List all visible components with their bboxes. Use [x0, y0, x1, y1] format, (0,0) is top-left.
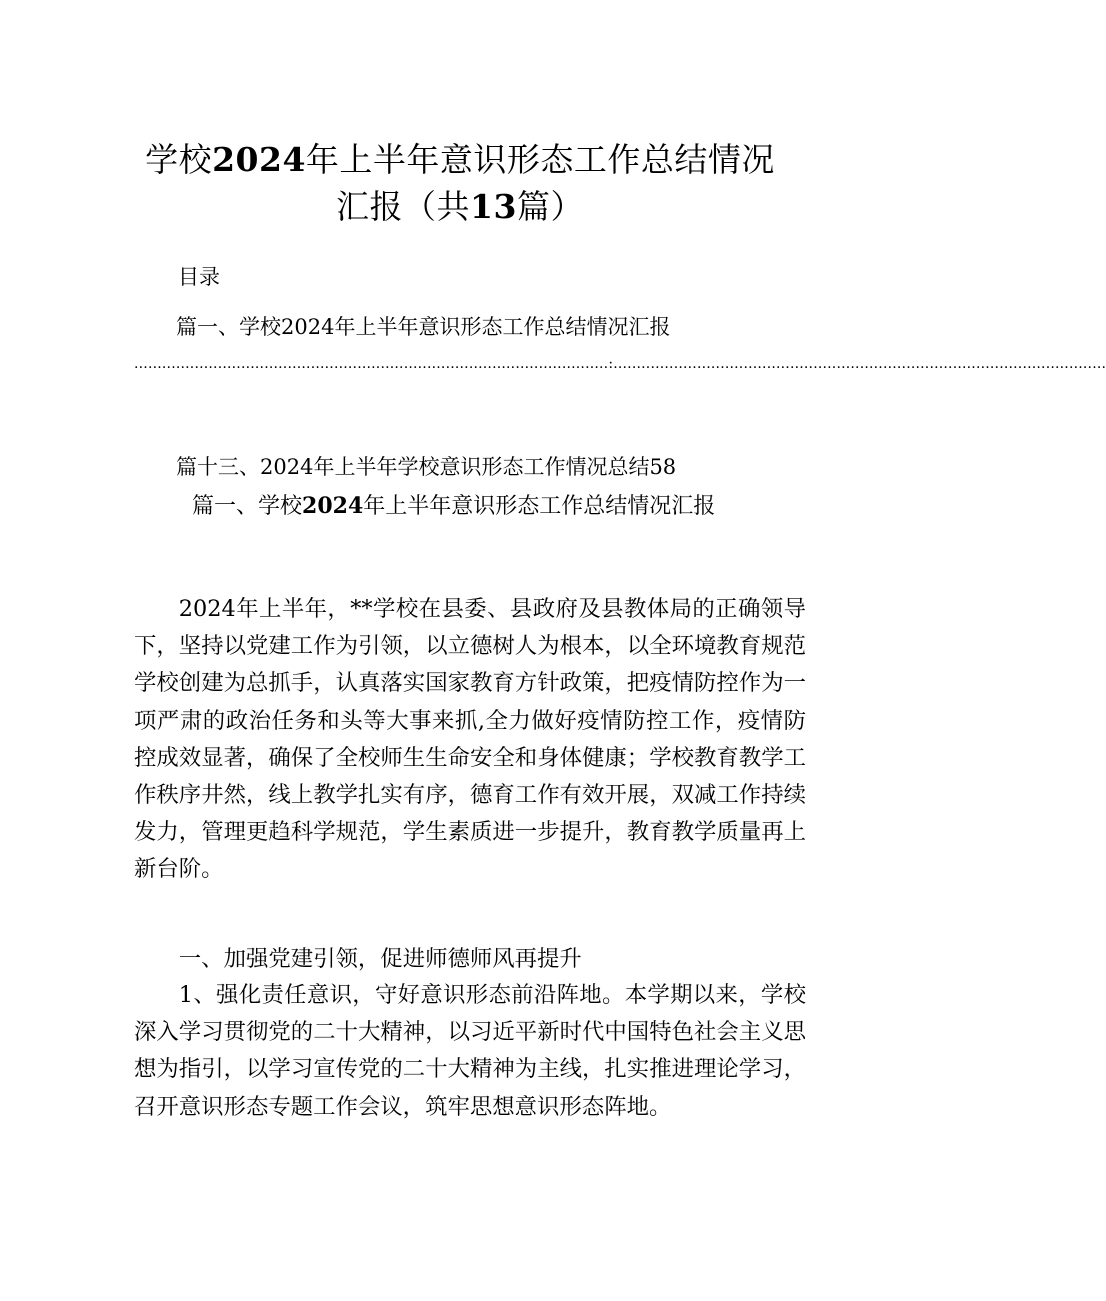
toc-heading: 目录	[178, 265, 220, 289]
title-year: 2024	[212, 140, 306, 179]
title-text-b: 年上半年意识形态工作总结情况	[305, 140, 775, 179]
document-title-line-2	[130, 183, 790, 231]
toc-entry-13[interactable]: 篇十三、2024年上半年学校意识形态工作情况总结58	[176, 455, 677, 479]
title-text-a: 学校	[145, 140, 213, 179]
body-paragraph-1-1: 1、强化责任意识，守好意识形态前沿阵地。本学期以来，学校深入学习贯彻党的二十大精神，以习近平新时代中国特色社会主义思想为指引，以学习宣传党的二十大精神为主线，扎实推进理论学习，召开意识形态专题工作会议，筑牢思想意识形态阵地。	[134, 982, 806, 1120]
toc-entry-1[interactable]: 篇一、学校2024年上半年意识形态工作总结情况汇报	[176, 315, 671, 339]
body-paragraph-intro: 2024年上半年，**学校在县委、县政府及县教体局的正确领导下，坚持以党建工作为引领，以立德树人为根本，以全环境教育规范学校创建为总抓手，认真落实国家教育方针政策，把疫情防控作为一项严肃的政治任务和头等大事来抓,全力做好疫情防控工作，疫情防控成效显著，确保了全校师生生命安全和身体健康；学校教育教学工作秩序井然，线上教学扎实有序，德育工作有效开展，双减工作持续发力，管理更趋科学规范，学生素质进一步提升，教育教学质量再上新台阶。	[134, 596, 806, 883]
section-title-text-a: 篇一、学校	[192, 494, 303, 519]
section-title	[192, 490, 715, 523]
title-text-c: 汇报（共	[336, 187, 471, 226]
title-text-d: 篇）	[516, 187, 584, 226]
document-title-line-1	[130, 136, 790, 184]
section-title-text-b: 年上半年意识形态工作总结情况汇报	[363, 494, 716, 519]
title-count: 13	[470, 187, 517, 226]
section-title-year: 2024	[302, 493, 364, 519]
body-heading-1: 一、加强党建引领，促进师德师风再提升	[178, 946, 582, 972]
toc-leader-dots: ......................................................................................................:..........................................................................................................	[134, 356, 1106, 372]
